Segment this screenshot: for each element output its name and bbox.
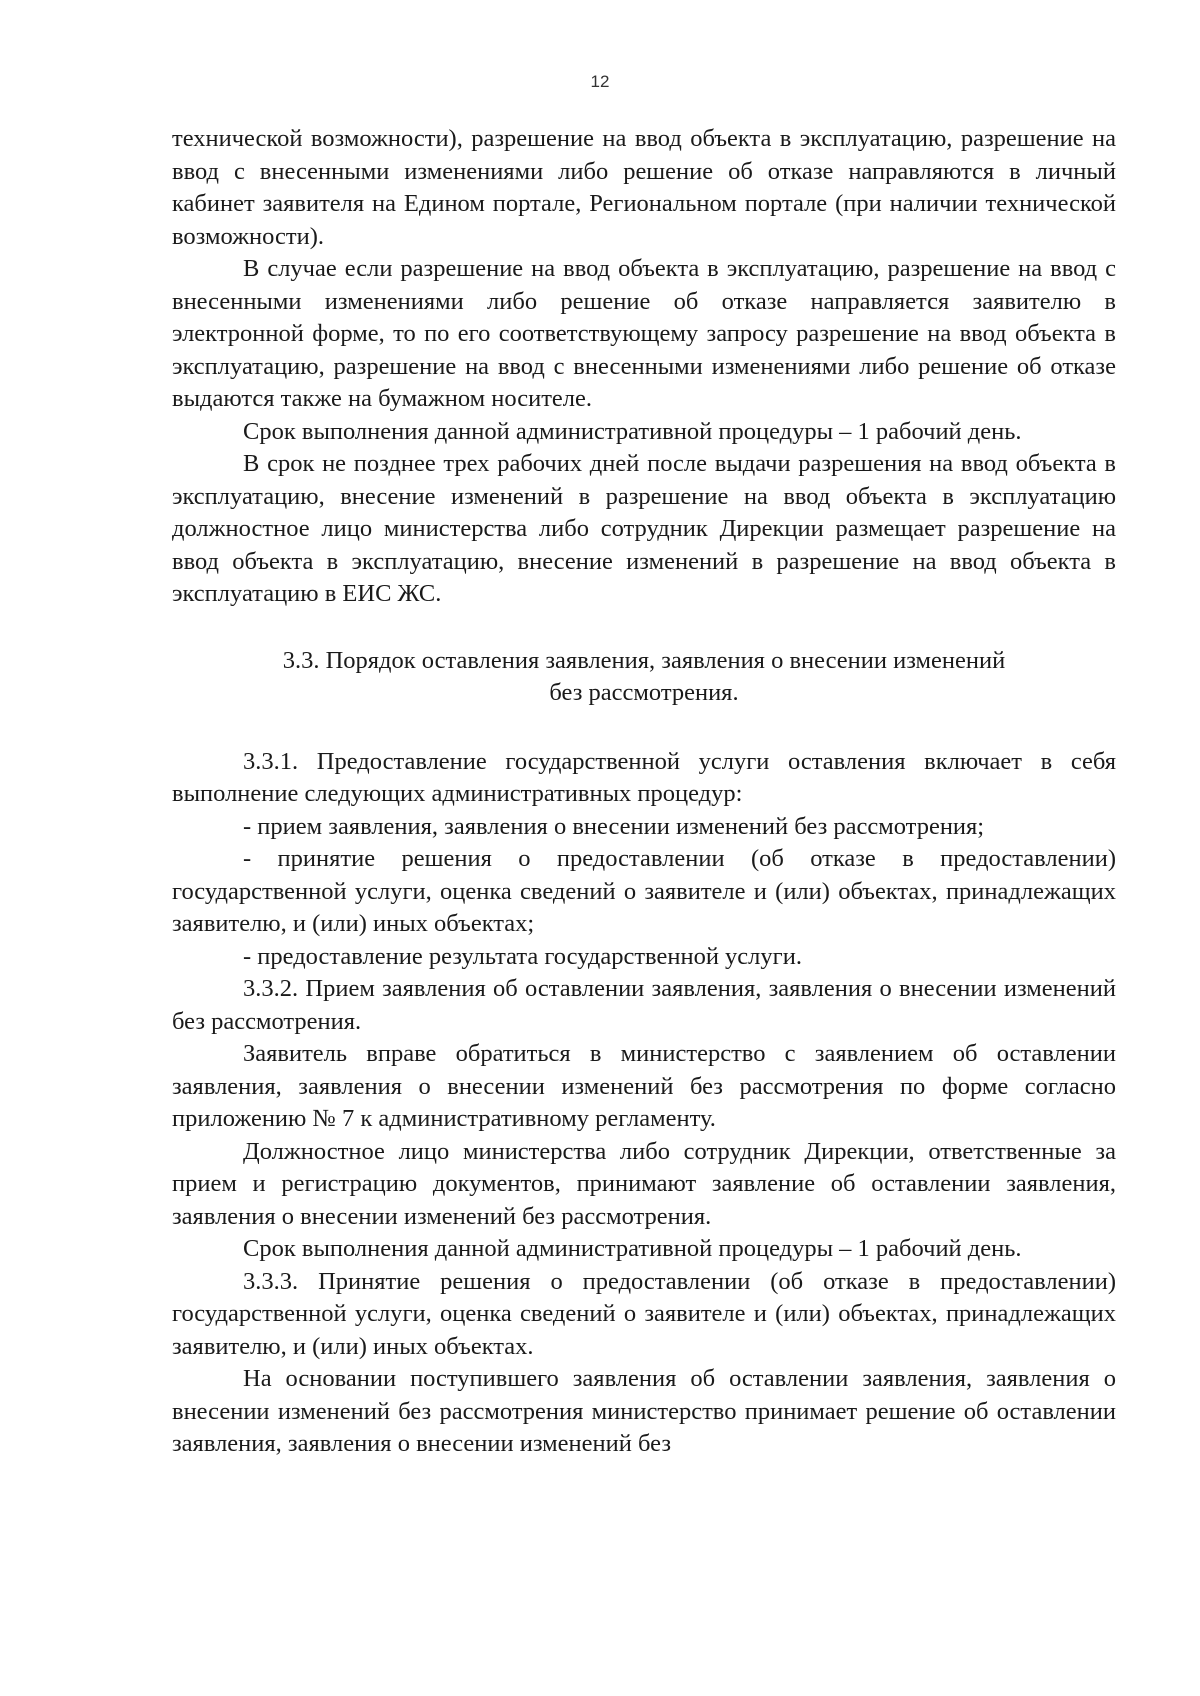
list-item: - принятие решения о предоставлении (об отказе в предоставлении) государственной услуги, оценка сведений о заявителе и (или) объектах, принадлежащих заявителю, и (или) иных объектах; (172, 845, 1116, 937)
paragraph: Срок выполнения данной административной процедуры – 1 рабочий день. (243, 417, 1022, 445)
paragraph: 3.3.2. Прием заявления об оставлении заявления, заявления о внесении изменений без рассмотрения. (172, 975, 1116, 1035)
list-item: - предоставление результата государственной услуги. (243, 942, 802, 970)
section-heading-line: без рассмотрения. (549, 679, 739, 706)
paragraph: 3.3.1. Предоставление государственной услуги оставления включает в себя выполнение следующих административных процедур: (172, 747, 1116, 807)
paragraph: Должностное лицо министерства либо сотрудник Дирекции, ответственные за прием и регистрацию документов, принимают заявление об оставлении заявления, заявления о внесении изменений без рассмотрения. (172, 1137, 1116, 1230)
paragraph: Заявитель вправе обратиться в министерство с заявлением об оставлении заявления, заявления о внесении изменений без рассмотрения по форме согласно приложению № 7 к административному регламенту. (172, 1040, 1116, 1132)
paragraph: В случае если разрешение на ввод объекта в эксплуатацию, разрешение на ввод с внесенными изменениями либо решение об отказе направляется заявителю в электронной форме, то по его соответствующему запросу разрешение на ввод объекта в эксплуатацию, разрешение на ввод с внесенными изменениями либо решение об отказе выдаются также на бумажном носителе. (172, 255, 1116, 412)
document-body (172, 123, 1116, 1461)
page-number: 12 (590, 72, 610, 91)
paragraph: На основании поступившего заявления об оставлении заявления, заявления о внесении изменений без рассмотрения министерство принимает решение об оставлении заявления, заявления о внесении изменений без (172, 1365, 1116, 1457)
section-heading (172, 645, 1116, 710)
paragraph: В срок не позднее трех рабочих дней после выдачи разрешения на ввод объекта в эксплуатацию, внесение изменений в разрешение на ввод объекта в эксплуатацию должностное лицо министерства либо сотрудник Дирекции размещает разрешение на ввод объекта в эксплуатацию, внесение изменений в разрешение на ввод объекта в эксплуатацию в ЕИС ЖС. (172, 450, 1116, 607)
section-heading-line: 3.3. Порядок оставления заявления, заявления о внесении изменений (282, 646, 1006, 674)
list-item: - прием заявления, заявления о внесении изменений без рассмотрения; (243, 812, 985, 840)
paragraph: 3.3.3. Принятие решения о предоставлении (об отказе в предоставлении) государственной услуги, оценка сведений о заявителе и (или) объектах, принадлежащих заявителю, и (или) иных объектах. (172, 1267, 1116, 1360)
paragraph-continuation: технической возможности), разрешение на ввод объекта в эксплуатацию, разрешение на ввод с внесенными изменениями либо решение об отказе направляются в личный кабинет заявителя на Едином портале, Региональном портале (при наличии технической возможности). (172, 125, 1116, 250)
paragraph: Срок выполнения данной административной процедуры – 1 рабочий день. (243, 1235, 1022, 1262)
